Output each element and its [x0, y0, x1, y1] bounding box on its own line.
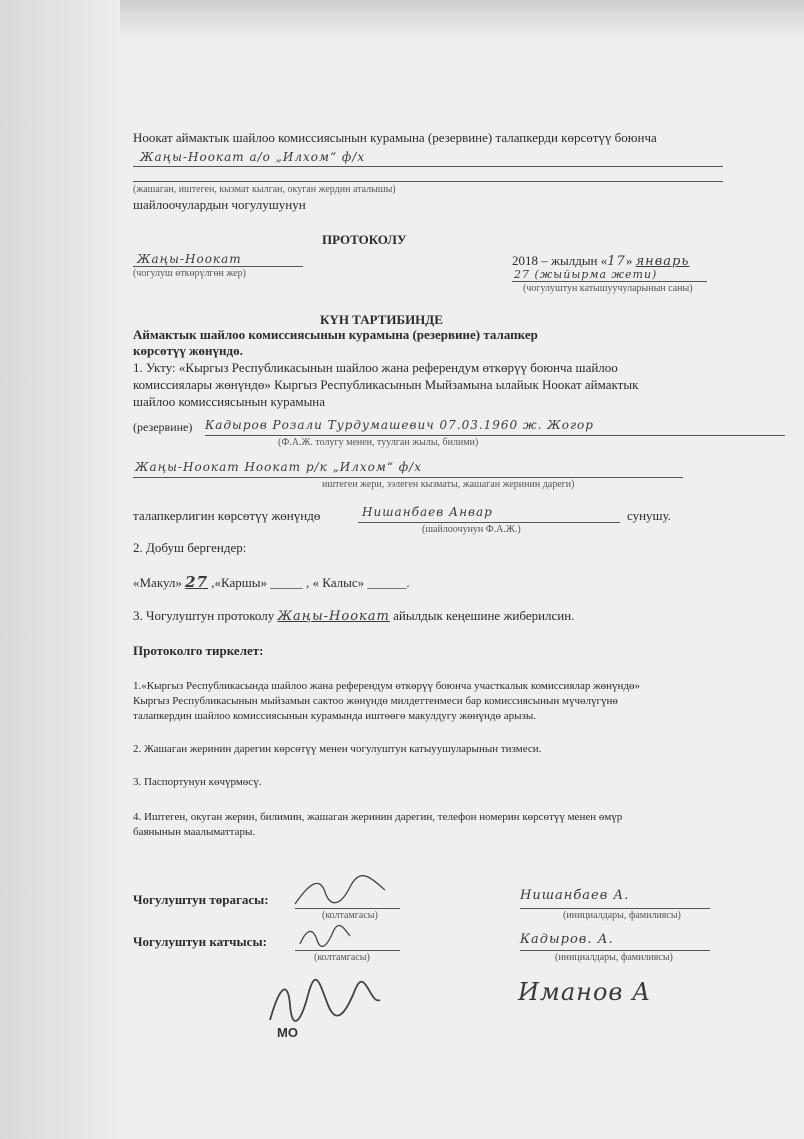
date-line [512, 253, 689, 269]
item3-suffix: айылдык кеңешине жиберилсин. [393, 608, 575, 623]
item3-line [133, 608, 574, 624]
secretary-name: Кадыров. А. [520, 932, 614, 947]
date-month: январь [635, 254, 690, 269]
place-handwritten: Жаңы-Ноокат [137, 252, 242, 266]
workplace-caption: иштеген жери, ээлеген кызматы, жашаган жеринин дареги) [322, 479, 575, 490]
org-handwritten: Жаңы-Ноокат а/о „Илхом“ ф/х [140, 150, 366, 164]
org-caption: (жашаган, иштеген, кызмат кылган, окуган жердин аталышы) [133, 184, 396, 195]
vote-abstain-value: ______. [367, 575, 410, 590]
reserve-prefix: (резервине) [133, 420, 193, 434]
scan-shadow-left [0, 0, 130, 1139]
workplace-handwritten: Жаңы-Ноокат Ноокат р/к „Илхом“ ф/х [135, 460, 422, 474]
nominator-caption: (шайлоочунун Ф.А.Ж.) [422, 524, 521, 535]
date-day: 17 [607, 254, 626, 269]
agenda-subject-2: көрсөтүү жөнүндө. [133, 343, 243, 358]
attachment-1-line3: талапкердин шайлоо комиссиясынын курамында иштөөгө макулдугу жөнүндө арызы. [133, 710, 537, 722]
org-line [133, 166, 723, 167]
secretary-name-caption: (инициалдары, фамилиясы) [555, 952, 673, 963]
attachment-3: 3. Паспортунун көчүрмөсү. [133, 776, 262, 788]
secretary-sign-line [295, 950, 400, 951]
voting-line [133, 573, 410, 591]
chair-signature [290, 872, 400, 912]
attachment-1-line1: 1.«Кыргыз Республикасында шайлоо жана референдум өткөрүү боюнча участкалык комиссиялар жөнүндө» [133, 680, 641, 692]
org-line-2 [133, 181, 723, 182]
meeting-text: шайлоочулардын чогулушунун [133, 197, 306, 212]
item3-prefix: 3. Чогулуштун протоколу [133, 608, 275, 623]
voting-title: 2. Добуш бергендер: [133, 540, 247, 555]
chair-name-caption: (инициалдары, фамилиясы) [563, 910, 681, 921]
candidate-caption: (Ф.А.Ж. толугу менен, туулган жылы, билими) [278, 437, 479, 448]
chair-label: Чогулуштун төрагасы: [133, 892, 269, 907]
stamp-label: МО [277, 1025, 298, 1040]
date-prefix: 2018 – жылдын « [512, 253, 608, 268]
agenda-subject-1: Аймактык шайлоо комиссиясынын курамына (резервине) талапкер [133, 327, 538, 342]
scan-shadow-top [120, 0, 804, 40]
vote-against-value: _____ [270, 575, 303, 590]
chair-name: Нишанбаев А. [520, 888, 630, 903]
agenda-item1-1: 1. Укту: «Кыргыз Республикасынын шайлоо жана референдум өткөрүү боюнча шайлоо [133, 360, 618, 375]
chair-sign-caption: (колтамгасы) [322, 910, 378, 921]
agenda-item1-3: шайлоо комиссиясынын курамына [133, 394, 326, 409]
participants-handwritten: 27 (жыйырма жети) [514, 268, 658, 281]
vote-for-label: «Макул» [133, 575, 182, 590]
candidate-handwritten: Кадыров Розали Турдумашевич 07.03.1960 ж. Жогор [205, 418, 594, 432]
item3-council: Жаңы-Ноокат [277, 609, 390, 624]
agenda-title: КҮН ТАРТИБИНДЕ [320, 312, 443, 327]
attachment-2: 2. Жашаган жеринин дарегин көрсөтүү менен чогулуштун катыуушуларынын тизмеси. [133, 743, 542, 755]
chair-sign-line [295, 908, 400, 909]
header-intro: Ноокат аймактык шайлоо комиссиясынын курамына (резервине) талапкерди көрсөтүү боюнча [133, 130, 657, 145]
vote-abstain-label: , « Калыс» [306, 575, 365, 590]
place-line [133, 266, 303, 267]
place-caption: (чогулуш өткөрүлгөн жер) [133, 268, 246, 279]
chair-name-line [520, 908, 710, 909]
nominate-prefix: талапкерлигин көрсөтүү жөнүндө [133, 508, 321, 523]
nominate-suffix: сунушу. [627, 508, 672, 523]
nominator-handwritten: Нишанбаев Анвар [362, 505, 493, 519]
attachments-title: Протоколго тиркелет: [133, 643, 264, 658]
extra-name: Иманов А [518, 978, 652, 1006]
agenda-item1-2: комиссиялары жөнүндө» Кыргыз Республикасынын Мыйзамына ылайык Ноокат аймактык [133, 377, 639, 392]
participants-line [512, 281, 707, 282]
secretary-sign-caption: (колтамгасы) [314, 952, 370, 963]
secretary-name-line [520, 950, 710, 951]
workplace-line [133, 477, 683, 478]
nominator-line [358, 522, 620, 523]
stamp-signature [260, 975, 390, 1030]
attachment-1-line2: Кыргыз Республикасынын мыйзамын сактоо жөнүндө милдеттенмеси бар комиссиясынын мүчөлүгүнө [133, 695, 618, 707]
vote-for-value: 27 [185, 573, 209, 591]
date-suffix: » [625, 253, 633, 268]
candidate-line [205, 435, 785, 436]
vote-against-label: ,«Каршы» [211, 575, 268, 590]
secretary-signature [295, 922, 355, 952]
secretary-label: Чогулуштун катчысы: [133, 934, 267, 949]
page-title: ПРОТОКОЛУ [322, 232, 407, 247]
attachment-4-line2: баянынын маалыматтары. [133, 826, 256, 838]
attachment-4-line1: 4. Иштеген, окуган жерин, билимин, жашаган жеринин дарегин, телефон номерин көрсөтүү менен өмүр [133, 811, 623, 823]
participants-caption: (чогулуштун катышуучуларынын саны) [523, 283, 693, 294]
